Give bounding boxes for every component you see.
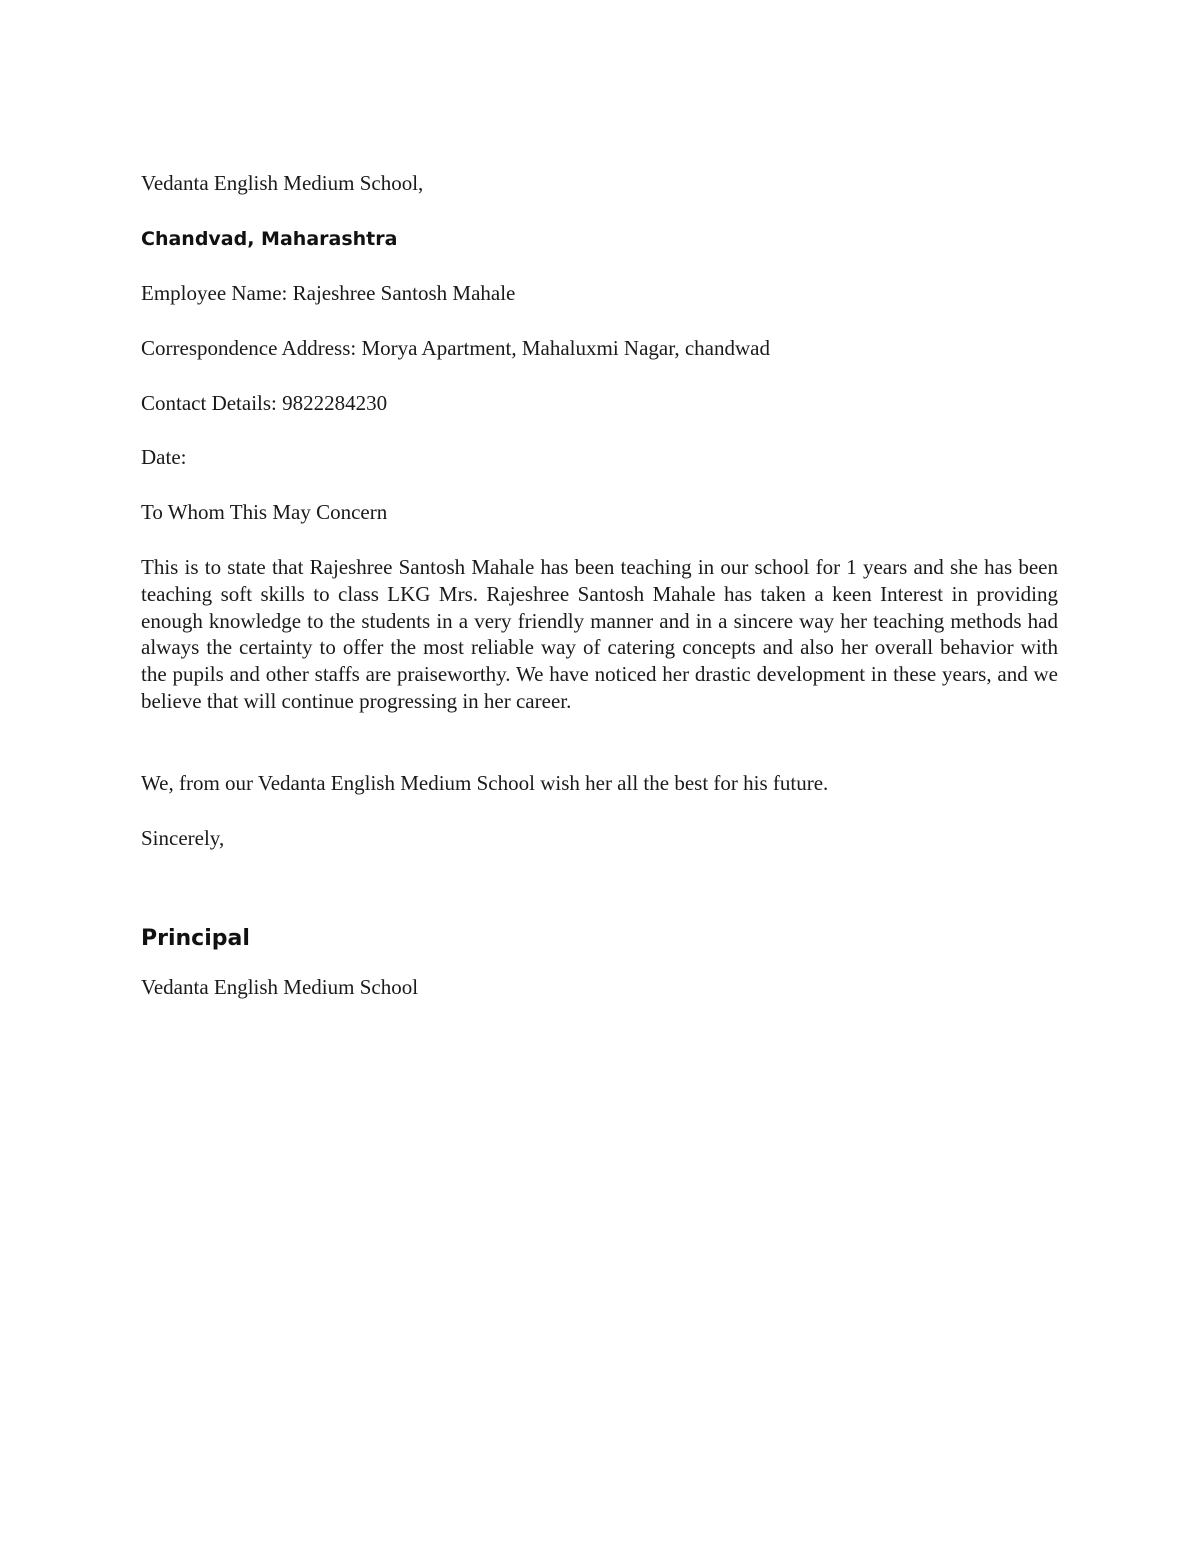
signatory-organization: Vedanta English Medium School [141,975,419,999]
letter-body-paragraph: This is to state that Rajeshree Santosh Mahale has been teaching in our school for 1 years and she has been teaching soft skills to class LKG Mrs. Rajeshree Santosh Mahale has taken a keen Interest in providing enough knowledge to the students in a very friendly manner and in a sincere way her teaching methods had always the certainty to offer the most reliable way of catering concepts and also her overall behavior with the pupils and other staffs are praiseworthy. We have noticed her drastic development in these years, and we believe that will continue progressing in her career. [141,555,1058,713]
school-location: Chandvad, Maharashtra [141,228,398,250]
correspondence-address: Correspondence Address: Morya Apartment, Mahaluxmi Nagar, chandwad [141,336,770,360]
date-line: Date: [141,445,187,469]
employee-name: Employee Name: Rajeshree Santosh Mahale [141,281,516,305]
school-name-line: Vedanta English Medium School, [141,171,424,195]
closing-sincerely: Sincerely, [141,826,225,850]
salutation: To Whom This May Concern [141,500,388,524]
contact-details: Contact Details: 9822284230 [141,391,388,415]
signatory-title: Principal [141,926,250,951]
closing-wish: We, from our Vedanta English Medium School wish her all the best for his future. [141,771,829,795]
